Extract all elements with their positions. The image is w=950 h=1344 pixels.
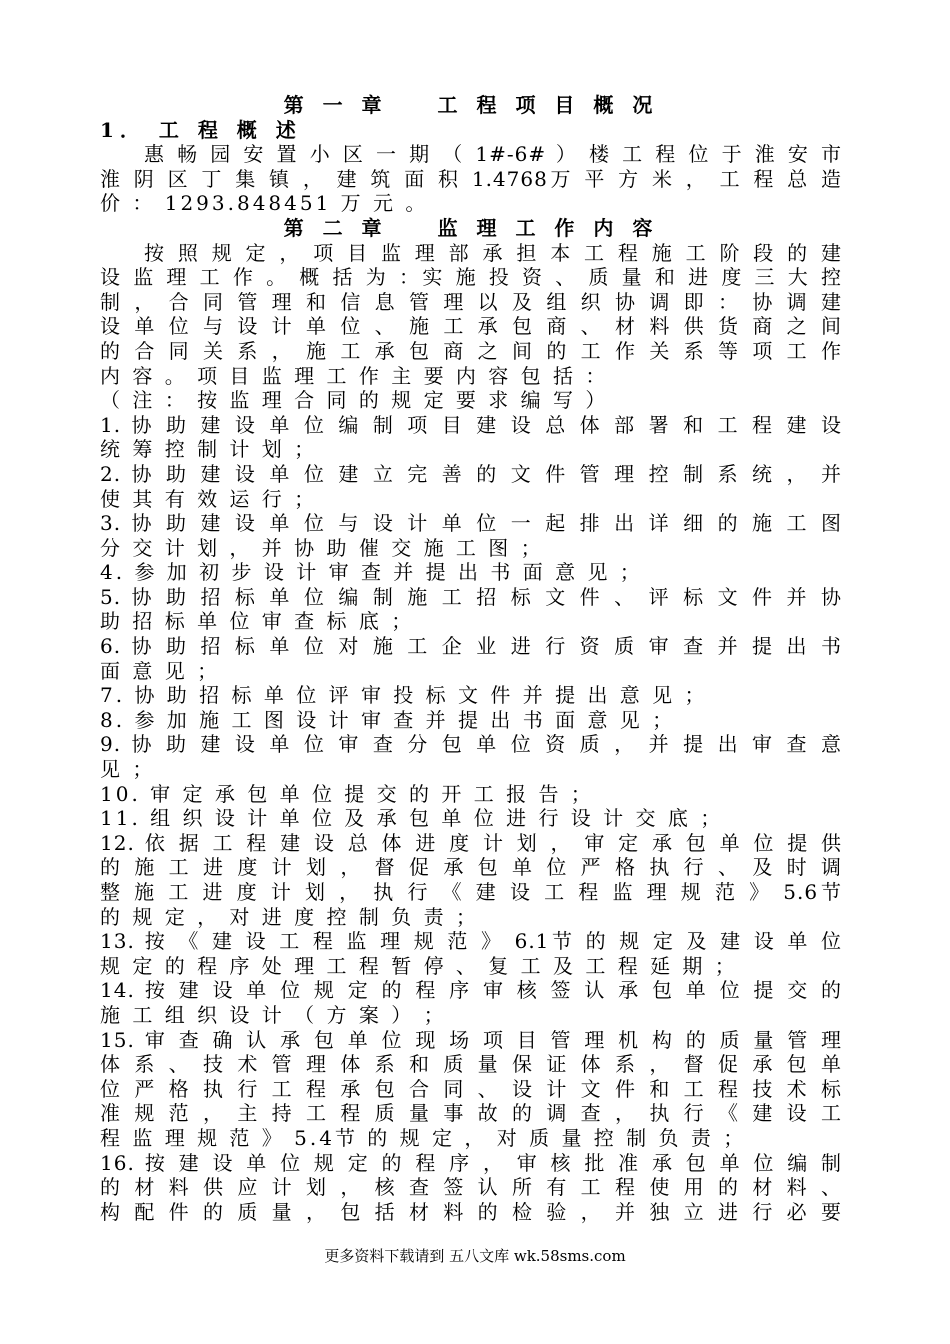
list-line: 11. 组 织 设 计 单 位 及 承 包 单 位 进 行 设 计 交 底 ；: [100, 806, 724, 831]
list-line: 程 监 理 规 范 》 5.4节 的 规 定 ， 对 质 量 控 制 负 责 ；: [100, 1125, 747, 1150]
list-line: 15. 审 查 确 认 承 包 单 位 现 场 项 目 管 理 机 构 的 质 量 管 理: [100, 1027, 842, 1052]
list-line: 8. 参 加 施 工 图 设 计 审 查 并 提 出 书 面 意 见 ；: [100, 707, 676, 732]
list-line: 的 规 定 ， 对 进 度 控 制 负 责 ；: [100, 904, 479, 929]
chapter-2-title: 监 理 工 作 内 容: [437, 215, 659, 240]
intro-line: 设 监 理 工 作 。 概 括 为 ：实 施 投 资 、 质 量 和 进 度 三 大 控: [100, 265, 842, 290]
list-line: 3. 协 助 建 设 单 位 与 设 计 单 位 一 起 排 出 详 细 的 施 工 图: [100, 511, 842, 536]
list-line: 9. 协 助 建 设 单 位 审 查 分 包 单 位 资 质 ， 并 提 出 审 查 意: [100, 732, 842, 757]
list-line: 面 意 见 ；: [100, 658, 221, 683]
list-line: 使 其 有 效 运 行 ；: [100, 486, 318, 511]
list-line: 12. 依 据 工 程 建 设 总 体 进 度 计 划 ， 审 定 承 包 单 位 提 供: [100, 830, 842, 855]
overview-line: 价 ： 1293.848451 万 元 。: [100, 191, 429, 216]
intro-line: 设 单 位 与 设 计 单 位 、 施 工 承 包 商 、 材 料 供 货 商 之 间: [100, 314, 842, 339]
list-line: 体 系 、 技 术 管 理 体 系 和 质 量 保 证 体 系 ， 督 促 承 包 单: [100, 1052, 842, 1077]
intro-line: 制 ， 合 同 管 理 和 信 息 管 理 以 及 组 织 协 调 即 ： 协 调 建: [100, 289, 842, 314]
list-line: 构 配 件 的 质 量 ， 包 括 材 料 的 检 验 ， 并 独 立 进 行 必 要: [100, 1199, 842, 1224]
list-line: 助 招 标 单 位 审 查 标 底 ；: [100, 609, 415, 634]
list-line: 2. 协 助 建 设 单 位 建 立 完 善 的 文 件 管 理 控 制 系 统 ， 并: [100, 461, 842, 486]
list-line: 规 定 的 程 序 处 理 工 程 暂 停 、 复 工 及 工 程 延 期 ；: [100, 953, 738, 978]
list-line: 4. 参 加 初 步 设 计 审 查 并 提 出 书 面 意 见 ；: [100, 560, 643, 585]
list-line: 6. 协 助 招 标 单 位 对 施 工 企 业 进 行 资 质 审 查 并 提 出 书: [100, 634, 842, 659]
document-body: [100, 93, 842, 1224]
list-line: 1. 协 助 建 设 单 位 编 制 项 目 建 设 总 体 部 署 和 工 程 建 设: [100, 412, 842, 437]
list-line: 14. 按 建 设 单 位 规 定 的 程 序 审 核 签 认 承 包 单 位 提 交 的: [100, 978, 842, 1003]
list-line: 准 规 范 ， 主 持 工 程 质 量 事 故 的 调 查 ， 执 行 《 建 设 工: [100, 1101, 842, 1126]
list-line: 的 材 料 供 应 计 划 ， 核 查 签 认 所 有 工 程 使 用 的 材 料 、: [100, 1175, 842, 1200]
intro-line: 按 照 规 定 ， 项 目 监 理 部 承 担 本 工 程 施 工 阶 段 的 建: [144, 240, 842, 265]
note-line: （ 注 ： 按 监 理 合 同 的 规 定 要 求 编 写 ）: [100, 388, 609, 413]
list-line: 见 ；: [100, 757, 156, 782]
list-line: 位 严 格 执 行 工 程 承 包 合 同 、 设 计 文 件 和 工 程 技 术 标: [100, 1076, 842, 1101]
list-line: 7. 协 助 招 标 单 位 评 审 投 标 文 件 并 提 出 意 见 ；: [100, 683, 708, 708]
chapter-2-label: 第 二 章: [283, 215, 388, 240]
list-line: 分 交 计 划 ， 并 协 助 催 交 施 工 图 ；: [100, 535, 544, 560]
footer-text: 更多资料下载请到 五八文库 wk.58sms.com: [324, 1247, 626, 1265]
list-line: 的 施 工 进 度 计 划 ， 督 促 承 包 单 位 严 格 执 行 、 及 时 调: [100, 855, 842, 880]
list-line: 10. 审 定 承 包 单 位 提 交 的 开 工 报 告 ；: [100, 781, 594, 806]
chapter-2-heading: [100, 216, 842, 241]
intro-line: 的 合 同 关 系 ， 施 工 承 包 商 之 间 的 工 作 关 系 等 项 工 作: [100, 338, 842, 363]
intro-line: 内 容 。 项 目 监 理 工 作 主 要 内 容 包 括 ：: [100, 363, 609, 388]
list-line: 施 工 组 织 设 计 （ 方 案 ） ；: [100, 1002, 447, 1027]
list-line: 13. 按 《 建 设 工 程 监 理 规 范 》 6.1节 的 规 定 及 建 设 单 位: [100, 929, 842, 954]
list-line: 整 施 工 进 度 计 划 ， 执 行 《 建 设 工 程 监 理 规 范 》 5.6节: [100, 880, 842, 904]
list-line: 16. 按 建 设 单 位 规 定 的 程 序 ， 审 核 批 准 承 包 单 位 编 制: [100, 1150, 842, 1175]
list-line: 统 筹 控 制 计 划 ；: [100, 437, 318, 462]
overview-line: 惠 畅 园 安 置 小 区 一 期 （ 1#-6# ） 楼 工 程 位 于 淮 安 市: [144, 142, 842, 167]
chapter-1-title: 工 程 项 目 概 况: [437, 93, 659, 117]
overview-line: 淮 阴 区 丁 集 镇 ， 建 筑 面 积 1.4768万 平 方 米 ， 工 程 总 造: [100, 166, 842, 191]
chapter-1-heading: [100, 93, 842, 118]
chapter-1-label: 第 一 章: [283, 93, 388, 117]
section-1-heading: 1． 工 程 概 述: [100, 117, 302, 142]
list-line: 5. 协 助 招 标 单 位 编 制 施 工 招 标 文 件 、 评 标 文 件 并 协: [100, 584, 842, 609]
